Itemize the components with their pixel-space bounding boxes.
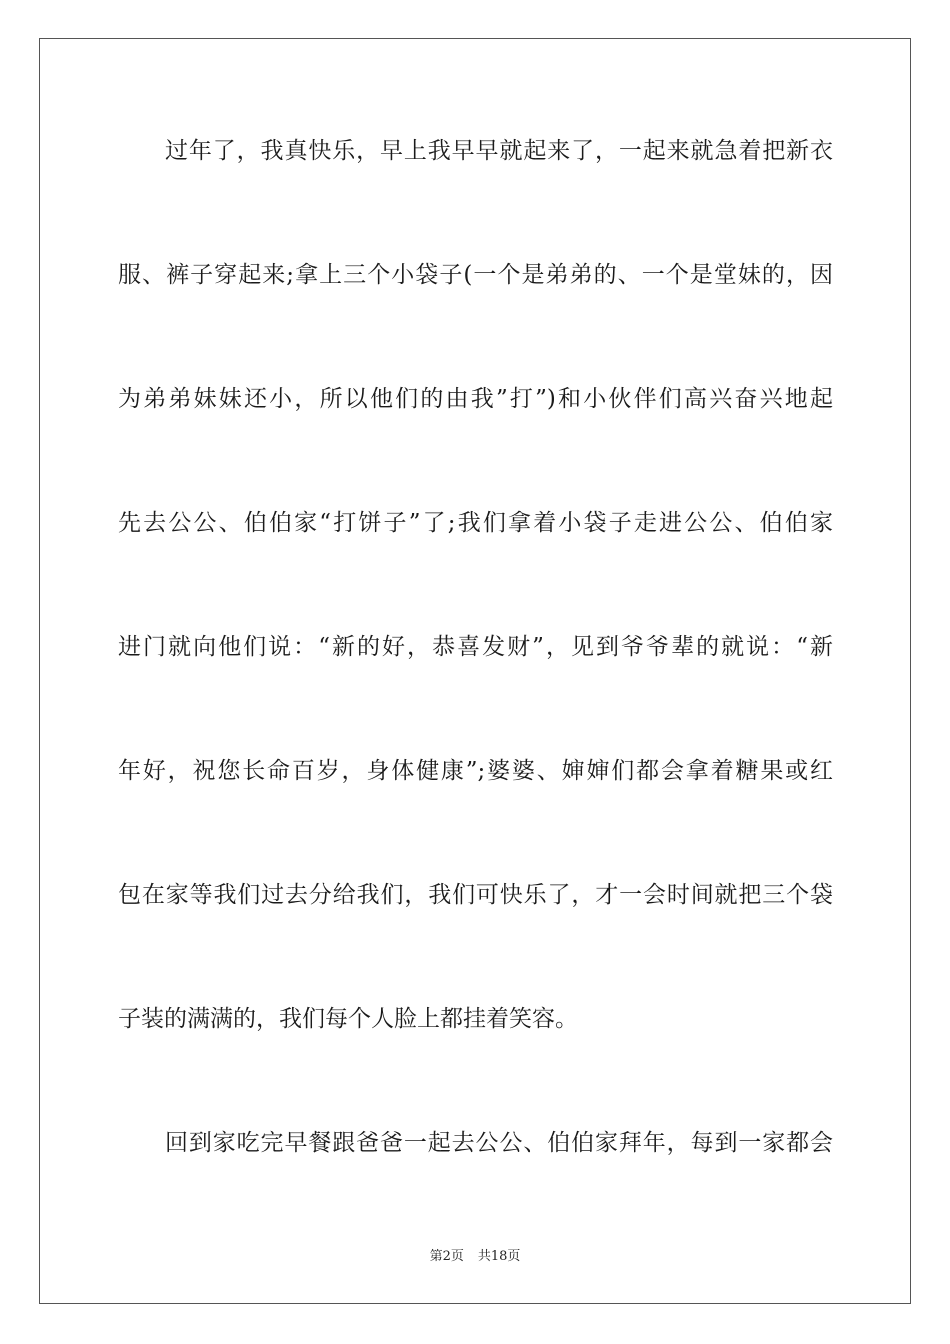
- paragraph-1-line-5: 进门就向他们说：“新的好，恭喜发财”，见到爷爷辈的就说：“新: [118, 634, 833, 660]
- paragraph-1-line-2: 服、裤子穿起来;拿上三个小袋子(一个是弟弟的、一个是堂妹的，因: [118, 262, 833, 288]
- paragraph-2-line-1: 回到家吃完早餐跟爸爸一起去公公、伯伯家拜年，每到一家都会: [165, 1130, 833, 1156]
- paragraph-1-line-1: 过年了，我真快乐，早上我早早就起来了，一起来就急着把新衣: [165, 138, 833, 164]
- page-border: [39, 38, 911, 1304]
- paragraph-1-line-3: 为弟弟妹妹还小，所以他们的由我”打”)和小伙伴们高兴奋兴地起: [118, 386, 833, 412]
- total-pages: 共18页: [477, 1249, 521, 1264]
- page-footer: [0, 1248, 950, 1266]
- paragraph-1-line-8: 子装的满满的，我们每个人脸上都挂着笑容。: [118, 1006, 578, 1032]
- paragraph-1-line-7: 包在家等我们过去分给我们，我们可快乐了，才一会时间就把三个袋: [118, 882, 833, 908]
- page-number: 第2页: [429, 1249, 464, 1264]
- paragraph-1-line-6: 年好，祝您长命百岁，身体健康”;婆婆、婶婶们都会拿着糖果或红: [118, 758, 833, 784]
- paragraph-1-line-4: 先去公公、伯伯家“打饼子”了;我们拿着小袋子走进公公、伯伯家: [118, 510, 833, 536]
